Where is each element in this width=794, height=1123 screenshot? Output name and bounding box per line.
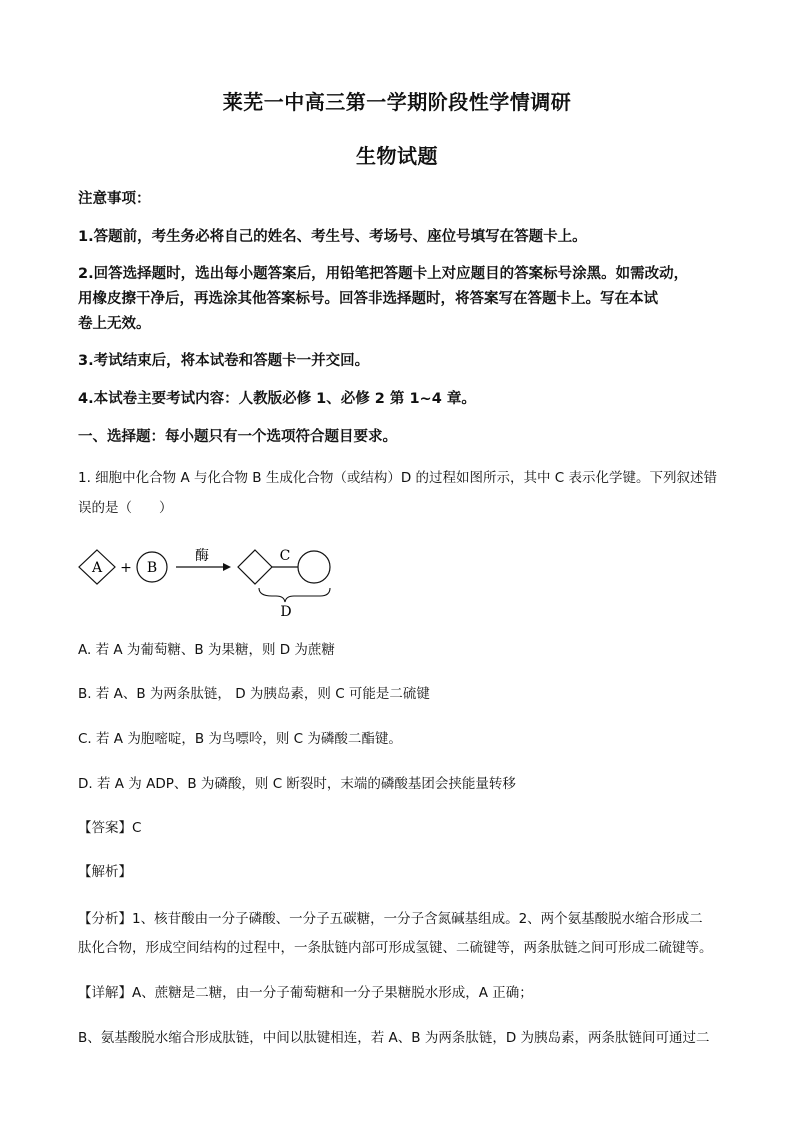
analysis-line-1: 【分析】1、核苷酸由一分子磷酸、一分子五碳糖，一分子含氮碱基组成。2、两个氨基酸脱水缩合形成二 bbox=[78, 911, 703, 927]
notice-item-2-line-3: 卷上无效。 bbox=[78, 316, 151, 332]
question-stem-line-2: 误的是（ ） bbox=[78, 500, 173, 516]
detail-line-2: B、氨基酸脱水缩合形成肽链，中间以肽键相连，若 A、B 为两条肽链，D 为胰岛素，两条肽链间可通过二 bbox=[78, 1030, 710, 1046]
brace-d-shape bbox=[259, 588, 330, 602]
notice-heading: 注意事项： bbox=[78, 191, 151, 207]
option-a: A. 若 A 为葡萄糖、B 为果糖，则 D 为蔗糖 bbox=[78, 642, 335, 658]
page-title: 莱芜一中高三第一学期阶段性学情调研 bbox=[222, 90, 572, 114]
page-subtitle: 生物试题 bbox=[356, 144, 438, 168]
product-diamond-shape bbox=[238, 550, 272, 584]
label-d: D bbox=[280, 604, 292, 620]
product-circle-shape bbox=[298, 551, 330, 583]
option-c: C. 若 A 为胞嘧啶，B 为鸟嘌呤，则 C 为磷酸二酯键。 bbox=[78, 731, 402, 747]
arrow-head-icon bbox=[223, 563, 231, 571]
question-stem-line-1: 1. 细胞中化合物 A 与化合物 B 生成化合物（或结构）D 的过程如图所示，其中 C 表示化学键。下列叙述错 bbox=[78, 470, 718, 486]
section-heading: 一、选择题：每小题只有一个选项符合题目要求。 bbox=[78, 429, 397, 445]
plus-sign: + bbox=[120, 560, 132, 576]
label-b: B bbox=[146, 560, 158, 576]
analysis-line-2: 肽化合物，形成空间结构的过程中，一条肽链内部可形成氢键、二硫键等，两条肽链之间可形成二硫键等。 bbox=[78, 940, 713, 956]
option-b: B. 若 A、B 为两条肽链， D 为胰岛素，则 C 可能是二硫键 bbox=[78, 686, 430, 702]
notice-item-3: 3.考试结束后，将本试卷和答题卡一并交回。 bbox=[78, 353, 370, 369]
option-d: D. 若 A 为 ADP、B 为磷酸，则 C 断裂时，末端的磷酸基团会挟能量转移 bbox=[78, 776, 516, 792]
label-c: C bbox=[279, 548, 291, 564]
notice-item-4: 4.本试卷主要考试内容：人教版必修 1、必修 2 第 1~4 章。 bbox=[78, 391, 476, 407]
notice-item-1: 1.答题前，考生务必将自己的姓名、考生号、考场号、座位号填写在答题卡上。 bbox=[78, 229, 587, 245]
detail-line-1: 【详解】A、蔗糖是二糖，由一分子葡萄糖和一分子果糖脱水形成，A 正确； bbox=[78, 985, 533, 1001]
notice-item-2-line-2: 用橡皮擦干净后，再选涂其他答案标号。回答非选择题时，将答案写在答题卡上。写在本试 bbox=[78, 291, 658, 307]
answer-line: 【答案】C bbox=[78, 820, 142, 836]
reaction-diagram bbox=[76, 540, 346, 620]
analysis-heading: 【解析】 bbox=[78, 864, 132, 880]
notice-item-2-line-1: 2.回答选择题时，选出每小题答案后，用铅笔把答题卡上对应题目的答案标号涂黑。如需改动， bbox=[78, 266, 689, 282]
enzyme-label: 酶 bbox=[195, 548, 209, 564]
label-a: A bbox=[91, 560, 103, 576]
